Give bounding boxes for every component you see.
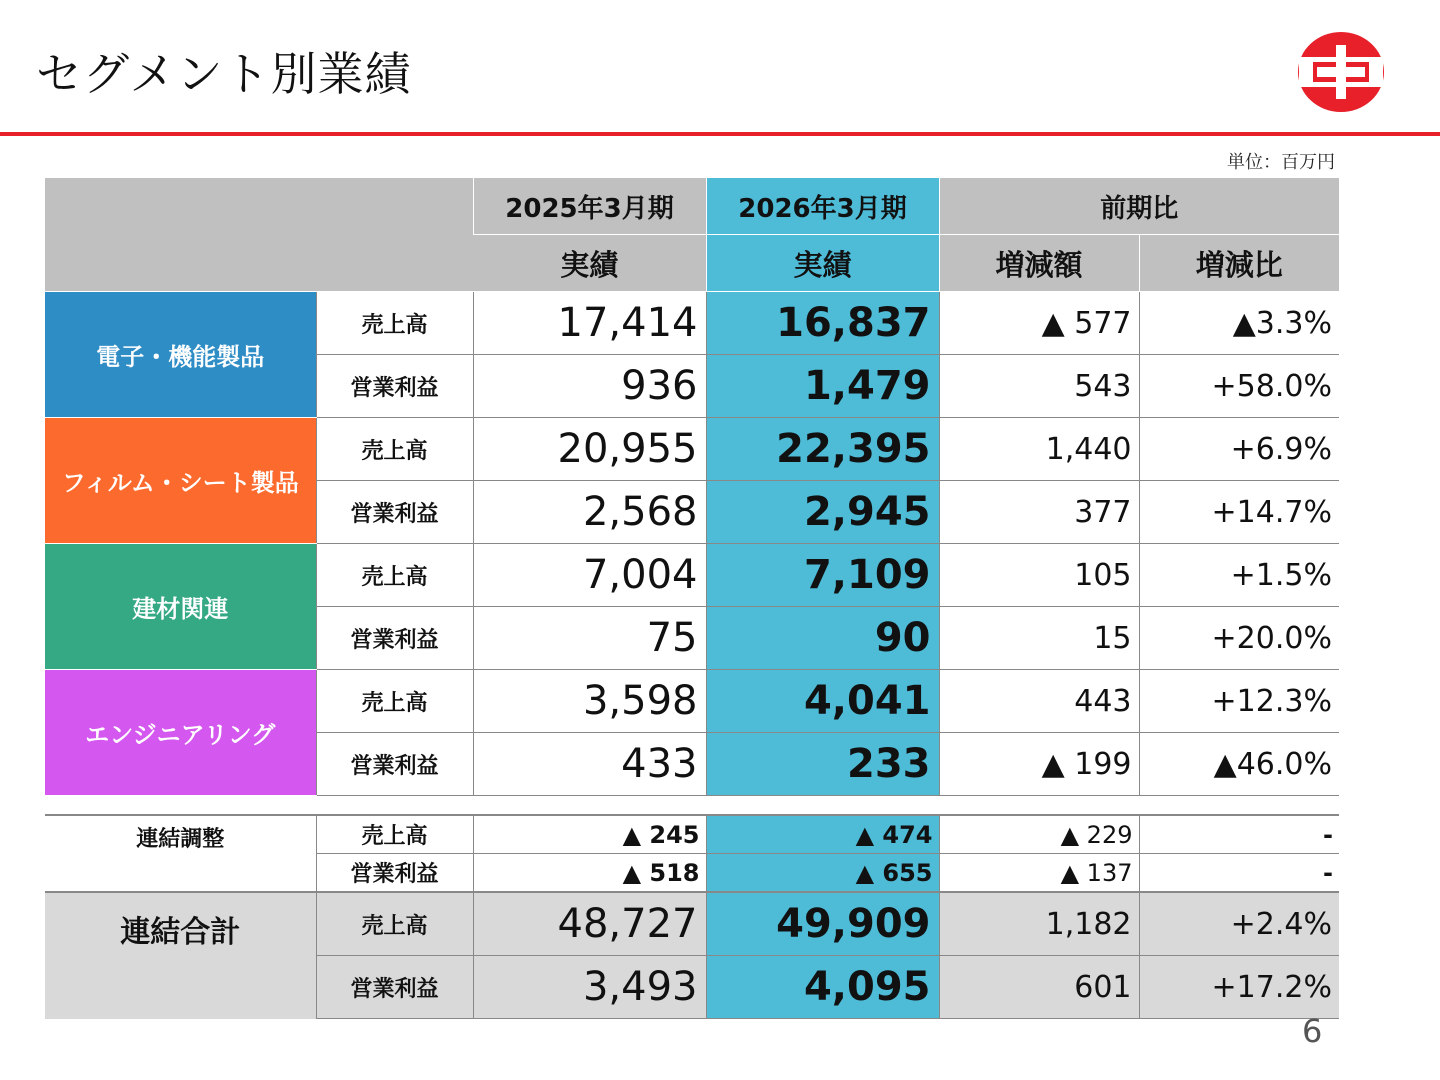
prev-value: 7,004	[473, 544, 706, 607]
diff-value: ▲ 229	[939, 815, 1139, 854]
prev-value: 17,414	[473, 292, 706, 355]
metric-label: 売上高	[316, 815, 473, 854]
header-comparison: 前期比	[939, 178, 1339, 235]
prev-value: 48,727	[473, 892, 706, 956]
prev-value: 3,493	[473, 956, 706, 1019]
diff-value: 1,182	[939, 892, 1139, 956]
diff-value: 443	[939, 670, 1139, 733]
prev-value: 936	[473, 355, 706, 418]
metric-label: 売上高	[316, 292, 473, 355]
prev-value: 3,598	[473, 670, 706, 733]
ratio-value: +58.0%	[1139, 355, 1339, 418]
header-curr-actual: 実績	[706, 235, 939, 292]
curr-value: ▲ 474	[706, 815, 939, 854]
unit-label: 単位：百万円	[1227, 152, 1335, 173]
diff-value: 543	[939, 355, 1139, 418]
diff-value: ▲ 137	[939, 854, 1139, 893]
curr-value: 4,095	[706, 956, 939, 1019]
header-prev-period: 2025年3月期	[473, 178, 706, 235]
page-title: セグメント別業績	[36, 47, 412, 101]
header-blank	[45, 178, 473, 292]
diff-value: 105	[939, 544, 1139, 607]
ratio-value: ▲3.3%	[1139, 292, 1339, 355]
ratio-value: -	[1139, 815, 1339, 854]
ratio-value: +14.7%	[1139, 481, 1339, 544]
prev-value: 433	[473, 733, 706, 796]
table-row	[45, 418, 1339, 481]
header-diff-amount: 増減額	[939, 235, 1139, 292]
curr-value: 90	[706, 607, 939, 670]
metric-label: 営業利益	[316, 733, 473, 796]
diff-value: 377	[939, 481, 1139, 544]
table-spacer	[45, 796, 1339, 816]
metric-label: 営業利益	[316, 481, 473, 544]
curr-value: 16,837	[706, 292, 939, 355]
curr-value: 7,109	[706, 544, 939, 607]
segment-name: エンジニアリング	[45, 670, 316, 796]
metric-label: 売上高	[316, 892, 473, 956]
curr-value: 4,041	[706, 670, 939, 733]
metric-label: 営業利益	[316, 355, 473, 418]
diff-value: 601	[939, 956, 1139, 1019]
curr-value: ▲ 655	[706, 854, 939, 893]
adjustment-label: 連結調整	[45, 815, 316, 892]
metric-label: 売上高	[316, 670, 473, 733]
metric-label: 営業利益	[316, 607, 473, 670]
diff-value: ▲ 199	[939, 733, 1139, 796]
header-row-periods	[45, 178, 1339, 235]
table-row	[45, 892, 1339, 956]
header-curr-period: 2026年3月期	[706, 178, 939, 235]
prev-value: ▲ 245	[473, 815, 706, 854]
ratio-value: +20.0%	[1139, 607, 1339, 670]
diff-value: ▲ 577	[939, 292, 1139, 355]
ratio-value: +1.5%	[1139, 544, 1339, 607]
curr-value: 233	[706, 733, 939, 796]
segment-results-table	[45, 178, 1339, 1019]
segment-name: 電子・機能製品	[45, 292, 316, 418]
ratio-value: +17.2%	[1139, 956, 1339, 1019]
prev-value: ▲ 518	[473, 854, 706, 893]
ratio-value: +12.3%	[1139, 670, 1339, 733]
metric-label: 営業利益	[316, 854, 473, 893]
curr-value: 49,909	[706, 892, 939, 956]
curr-value: 22,395	[706, 418, 939, 481]
company-logo-icon	[1297, 31, 1385, 113]
curr-value: 1,479	[706, 355, 939, 418]
ratio-value: +2.4%	[1139, 892, 1339, 956]
page-number: 6	[1302, 1012, 1323, 1050]
segment-name: 建材関連	[45, 544, 316, 670]
title-underline	[0, 132, 1440, 136]
total-label: 連結合計	[45, 892, 316, 1019]
header-prev-actual: 実績	[473, 235, 706, 292]
segment-name: フィルム・シート製品	[45, 418, 316, 544]
table-row	[45, 292, 1339, 355]
prev-value: 20,955	[473, 418, 706, 481]
curr-value: 2,945	[706, 481, 939, 544]
prev-value: 75	[473, 607, 706, 670]
metric-label: 営業利益	[316, 956, 473, 1019]
ratio-value: -	[1139, 854, 1339, 893]
ratio-value: +6.9%	[1139, 418, 1339, 481]
header-diff-ratio: 増減比	[1139, 235, 1339, 292]
table-row	[45, 670, 1339, 733]
metric-label: 売上高	[316, 544, 473, 607]
table-row	[45, 815, 1339, 854]
prev-value: 2,568	[473, 481, 706, 544]
table-row	[45, 544, 1339, 607]
metric-label: 売上高	[316, 418, 473, 481]
ratio-value: ▲46.0%	[1139, 733, 1339, 796]
diff-value: 15	[939, 607, 1139, 670]
diff-value: 1,440	[939, 418, 1139, 481]
